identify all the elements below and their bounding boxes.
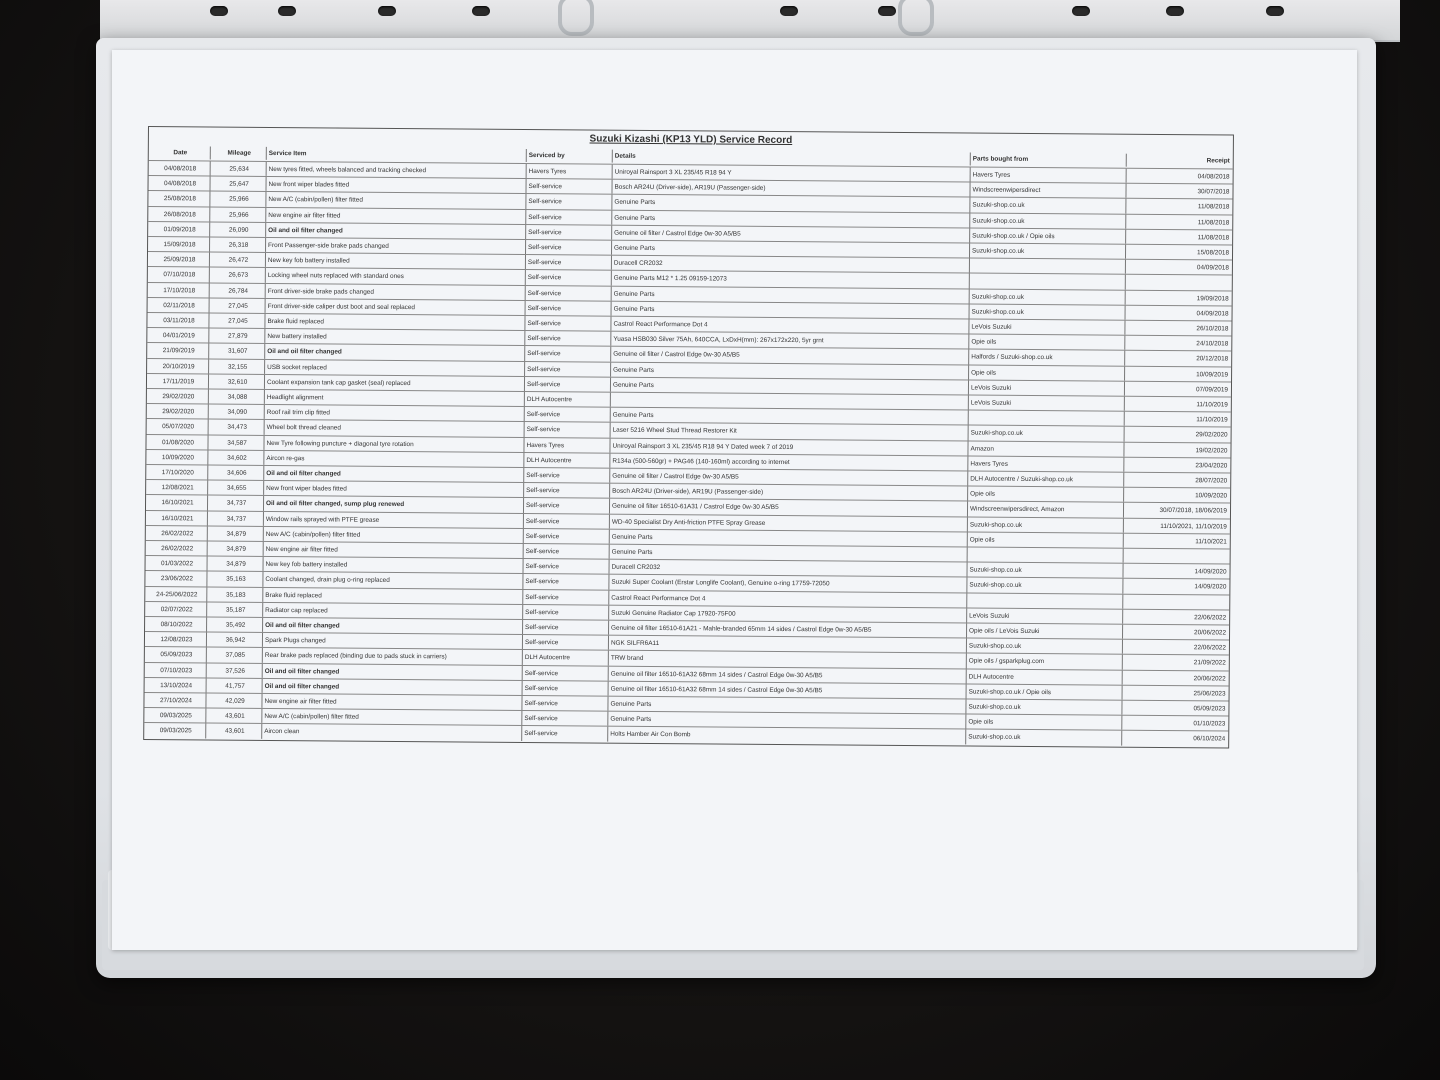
punch-hole [472,6,490,16]
cell-mileage: 35,492 [207,617,263,632]
binder-clip-bar [100,0,1400,42]
cell-serviced-by: DLH Autocentre [525,392,611,407]
cell-mileage: 26,472 [210,253,266,268]
cell-details: Genuine Parts [610,529,968,546]
cell-service-item: New engine air filter fitted [262,694,522,710]
cell-serviced-by: Self-service [523,605,609,620]
cell-details: Genuine Parts [608,712,966,729]
cell-parts-bought-from: Windscreenwipersdirect, Amazon [968,502,1124,517]
cell-serviced-by: Self-service [525,346,611,361]
cell-date: 15/09/2018 [148,237,210,252]
cell-mileage: 26,784 [210,283,266,298]
cell-serviced-by: Self-service [523,590,609,605]
cell-serviced-by: Havers Tyres [527,164,613,179]
cell-parts-bought-from: Opie oils [968,532,1124,547]
cell-receipt: 10/09/2020 [1195,492,1228,500]
cell-serviced-by: Self-service [524,529,610,544]
cell-service-item: Locking wheel nuts replaced with standard ones [266,268,526,284]
cell-parts-bought-from [970,259,1126,274]
cell-details: Genuine Parts [611,408,969,425]
cell-parts-bought-from: Opie oils [969,335,1125,350]
cell-receipt: 23/04/2020 [1195,462,1228,470]
cell-serviced-by: Self-service [526,286,612,301]
cell-serviced-by: Self-service [526,179,612,194]
cell-service-item: Rear brake pads replaced (binding due to pads stuck in carriers) [263,648,523,664]
cell-parts-bought-from: Suzuki-shop.co.uk [970,243,1126,258]
cell-serviced-by: Self-service [523,681,609,696]
cell-parts-bought-from: Halfords / Suzuki-shop.co.uk [969,350,1125,365]
cell-date: 13/10/2024 [145,678,207,693]
cell-receipt [1124,549,1230,564]
cell-serviced-by: Self-service [526,255,612,270]
cell-details: NGK SILFR6A11 [609,636,967,653]
cell-serviced-by: Self-service [523,559,609,574]
cell-serviced-by: Self-service [522,711,608,726]
cell-receipt: 11/10/2021, 11/10/2019 [1160,522,1227,531]
cell-date: 23/06/2022 [145,571,207,586]
cell-mileage: 32,155 [209,359,265,374]
cell-parts-bought-from: Opie oils / LeVois Suzuki [967,623,1123,638]
cell-parts-bought-from: Suzuki-shop.co.uk [967,563,1123,578]
cell-date: 24-25/06/2022 [145,587,207,602]
cell-service-item: Front Passenger-side brake pads changed [266,238,526,254]
cell-details: Uniroyal Rainsport 3 XL 235/45 R18 94 Y [613,165,971,182]
cell-mileage: 41,757 [207,678,263,693]
cell-receipt: 14/09/2020 [1194,568,1227,576]
cell-parts-bought-from: Suzuki-shop.co.uk [968,517,1124,532]
column-header-parts-bought-from: Parts bought from [971,152,1127,166]
cell-receipt: 20/06/2022 [1193,674,1226,683]
cell-service-item: Front driver-side brake pads changed [266,284,526,300]
cell-mileage: 26,090 [210,222,266,237]
cell-mileage: 43,601 [206,709,262,724]
cell-details: Yuasa HSB030 Silver 75Ah, 640CCA, LxDxH(mm): 267x172x220, 5yr grnt [611,332,969,349]
cell-serviced-by: Havers Tyres [524,438,610,453]
cell-date: 26/02/2022 [146,541,208,556]
cell-date: 01/03/2022 [146,556,208,571]
cell-date: 29/02/2020 [147,389,209,404]
cell-receipt: 11/10/2021 [1195,538,1227,546]
cell-details: Genuine Parts [612,286,970,303]
cell-mileage: 34,737 [208,511,264,526]
cell-service-item: New engine air filter fitted [264,542,524,558]
cell-receipt: 29/02/2020 [1195,431,1228,439]
cell-date: 29/02/2020 [147,404,209,419]
cell-service-item: Aircon clean [262,724,522,740]
cell-parts-bought-from [967,593,1123,608]
cell-details: Castrol React Performance Dot 4 [609,590,967,607]
cell-receipt [1126,275,1232,290]
cell-service-item: Wheel bolt thread cleaned [265,420,525,436]
cell-parts-bought-from: Suzuki-shop.co.uk [970,304,1126,319]
cell-mileage: 26,318 [210,237,266,252]
cell-parts-bought-from: Suzuki-shop.co.uk [970,289,1126,304]
punch-hole [1266,6,1284,16]
cell-date: 20/10/2019 [147,359,209,374]
cell-receipt [1123,594,1229,609]
cell-parts-bought-from [968,547,1124,562]
cell-date: 04/08/2018 [148,176,210,191]
cell-details: Genuine Parts [612,301,970,318]
column-header-details: Details [613,150,971,166]
cell-mileage: 27,045 [209,313,265,328]
cell-service-item: Spark Plugs changed [263,633,523,649]
cell-receipt: 20/06/2022 [1194,629,1227,637]
cell-details: Genuine oil filter / Castrol Edge 0w-30 A5/B5 [611,347,969,364]
cell-receipt: 22/06/2022 [1194,614,1227,622]
cell-service-item: Front driver-side caliper dust boot and seal replaced [266,299,526,315]
cell-mileage: 32,610 [209,374,265,389]
cell-date: 01/08/2020 [146,435,208,450]
cell-parts-bought-from: Suzuki-shop.co.uk [966,699,1122,714]
cell-date: 17/10/2018 [148,283,210,298]
column-header-mileage: Mileage [211,146,267,159]
cell-serviced-by: Self-service [525,422,611,437]
cell-details: TRW brand [609,651,967,668]
cell-details: Genuine oil filter 16510-61A31 / Castrol Edge 0w-30 A5/B5 [610,499,968,516]
cell-mileage: 34,879 [208,557,264,572]
cell-service-item: New key fob battery installed [266,253,526,269]
cell-date: 02/11/2018 [148,298,210,313]
cell-serviced-by: Self-service [522,696,608,711]
cell-mileage: 25,647 [210,177,266,192]
cell-mileage: 37,526 [207,663,263,678]
binder-ring [898,0,934,36]
cell-mileage: 26,673 [210,268,266,283]
cell-service-item: Oil and oil filter changed [263,664,523,680]
cell-parts-bought-from: LeVois Suzuki [969,319,1125,334]
cell-service-item: Oil and oil filter changed [263,679,523,695]
cell-mileage: 35,183 [207,587,263,602]
cell-details: Genuine oil filter 16510-61A21 - Mahle-branded 65mm 14 sides / Castrol Edge 0w-30 A5/B5 [609,621,967,638]
cell-details: Genuine Parts [610,545,968,562]
cell-details: Genuine oil filter 16510-61A32 68mm 14 sides / Castrol Edge 0w-30 A5/B5 [609,681,967,698]
cell-serviced-by: Self-service [525,377,611,392]
cell-parts-bought-from: Suzuki-shop.co.uk [967,639,1123,654]
cell-details: Genuine Parts [612,195,970,212]
cell-parts-bought-from: Havers Tyres [968,456,1124,471]
cell-details: Genuine oil filter / Castrol Edge 0w-30 A5/B5 [610,469,968,486]
cell-service-item: Oil and oil filter changed [264,466,524,482]
cell-service-item: Radiator cap replaced [263,603,523,619]
cell-parts-bought-from: Opie oils [966,715,1122,730]
cell-mileage: 37,085 [207,648,263,663]
cell-receipt: 26/10/2018 [1196,325,1229,333]
cell-date: 03/11/2018 [147,313,209,328]
cell-mileage: 25,966 [210,207,266,222]
cell-date: 27/10/2024 [144,693,206,708]
cell-service-item: Brake fluid replaced [263,588,523,604]
cell-mileage: 25,634 [211,161,267,176]
cell-date: 25/09/2018 [148,252,210,267]
cell-parts-bought-from: Suzuki-shop.co.uk [967,578,1123,593]
cell-serviced-by: Self-service [522,726,608,741]
cell-details: Genuine oil filter 16510-61A32 68mm 14 sides / Castrol Edge 0w-30 A5/B5 [609,666,967,683]
cell-receipt: 07/09/2019 [1195,386,1228,394]
cell-date: 01/09/2018 [148,222,210,237]
punch-hole [878,6,896,16]
cell-mileage: 34,090 [209,405,265,420]
cell-date: 12/08/2023 [145,632,207,647]
cell-receipt: 11/10/2019 [1196,416,1228,424]
cell-service-item: New battery installed [265,329,525,345]
cell-date: 10/09/2020 [146,450,208,465]
binder-ring [558,0,594,36]
cell-date: 26/08/2018 [148,207,210,222]
cell-receipt: 24/10/2018 [1196,340,1229,348]
cell-service-item: New key fob battery installed [264,557,524,573]
cell-service-item: New A/C (cabin/pollen) filter fitted [266,192,526,208]
cell-mileage: 34,473 [209,420,265,435]
cell-parts-bought-from: LeVois Suzuki [969,380,1125,395]
cell-service-item: Oil and oil filter changed, sump plug renewed [264,496,524,512]
cell-date: 07/10/2023 [145,663,207,678]
cell-receipt: 11/10/2019 [1196,401,1228,409]
cell-date: 04/01/2019 [147,328,209,343]
cell-serviced-by: Self-service [525,316,611,331]
cell-mileage: 34,088 [209,389,265,404]
cell-receipt: 04/08/2018 [1197,173,1230,181]
cell-service-item: Brake fluid replaced [265,314,525,330]
cell-parts-bought-from: Suzuki-shop.co.uk / Opie oils [970,228,1126,243]
cell-receipt: 01/10/2023 [1193,720,1226,728]
cell-parts-bought-from: Suzuki-shop.co.uk [966,730,1122,745]
cell-date: 16/10/2021 [146,511,208,526]
cell-date: 25/08/2018 [148,191,210,206]
cell-service-item: New A/C (cabin/pollen) filter fitted [262,709,522,725]
document-title: Suzuki Kizashi (KP13 YLD) Service Record [589,133,793,147]
cell-details: Suzuki Super Coolant (Erstar Longlife Coolant), Genuine o-ring 17759-72050 [609,575,967,592]
cell-service-item: Aircon re-gas [264,451,524,467]
cell-mileage: 34,602 [208,450,264,465]
cell-date: 05/09/2023 [145,647,207,662]
cell-service-item: Oil and oil filter changed [266,223,526,239]
cell-receipt: 10/09/2019 [1196,370,1229,379]
cell-details: WD-40 Specialist Dry Anti-friction PTFE Spray Grease [610,514,968,531]
cell-mileage: 27,879 [209,329,265,344]
cell-mileage: 36,942 [207,633,263,648]
cell-receipt: 05/09/2023 [1193,705,1226,713]
punch-hole [1166,6,1184,16]
cell-mileage: 34,737 [208,496,264,511]
cell-serviced-by: Self-service [524,468,610,483]
cell-details: Genuine Parts [611,362,969,379]
cell-details: Duracell CR2032 [609,560,967,577]
cell-service-item: New Tyre following puncture + diagonal tyre rotation [264,436,524,452]
cell-details: Holts Hamber Air Con Bomb [608,727,966,744]
cell-serviced-by: DLH Autocentre [523,650,609,665]
cell-details: Genuine Parts [611,377,969,394]
service-record-table [143,126,1234,749]
cell-mileage: 35,163 [207,572,263,587]
cell-date: 17/10/2020 [146,465,208,480]
cell-receipt: 11/08/2018 [1197,203,1230,211]
cell-serviced-by: DLH Autocentre [524,453,610,468]
cell-serviced-by: Self-service [523,620,609,635]
cell-receipt: 14/09/2020 [1194,583,1227,591]
cell-parts-bought-from: Opie oils [968,487,1124,502]
column-header-receipt: Receipt [1206,157,1230,165]
cell-serviced-by: Self-service [526,301,612,316]
cell-serviced-by: Self-service [525,331,611,346]
cell-date: 08/10/2022 [145,617,207,632]
cell-serviced-by: Self-service [526,210,612,225]
cell-serviced-by: Self-service [523,574,609,589]
cell-serviced-by: Self-service [523,635,609,650]
cell-mileage: 42,029 [206,693,262,708]
cell-parts-bought-from: Suzuki-shop.co.uk [970,213,1126,228]
cell-service-item: Oil and oil filter changed [263,618,523,634]
cell-date: 12/08/2021 [146,480,208,495]
cell-parts-bought-from: Suzuki-shop.co.uk [969,426,1125,441]
cell-receipt: 19/09/2018 [1196,294,1229,303]
column-header-date: Date [149,146,211,159]
cell-details: Genuine oil filter / Castrol Edge 0w-30 A5/B5 [612,225,970,242]
cell-serviced-by: Self-service [526,225,612,240]
cell-receipt: 25/06/2023 [1193,690,1226,698]
cell-details: Duracell CR2032 [612,256,970,273]
cell-details: Suzuki Genuine Radiator Cap 17920-75F00 [609,605,967,622]
cell-serviced-by: Self-service [524,483,610,498]
cell-serviced-by: Self-service [523,666,609,681]
cell-parts-bought-from: LeVois Suzuki [969,395,1125,410]
cell-receipt: 30/07/2018, 18/06/2019 [1159,507,1228,515]
punch-hole [210,6,228,16]
punch-hole [278,6,296,16]
cell-date: 21/09/2019 [147,343,209,358]
cell-receipt: 30/07/2018 [1197,188,1230,196]
cell-date: 16/10/2021 [146,495,208,510]
cell-details: Uniroyal Rainsport 3 XL 235/45 R18 94 Y Dated week 7 of 2019 [610,438,968,455]
cell-details: Genuine Parts [608,697,966,714]
cell-mileage: 43,601 [206,724,262,739]
cell-receipt: 04/09/2018 [1196,310,1229,318]
punch-hole [1072,6,1090,16]
cell-parts-bought-from: Amazon [968,441,1124,456]
cell-serviced-by: Self-service [526,240,612,255]
cell-service-item: New tyres fitted, wheels balanced and tracking checked [267,162,527,178]
cell-details: Bosch AR24U (Driver-side), AR19U (Passenger-side) [612,180,970,197]
cell-receipt: 15/08/2018 [1197,249,1230,257]
cell-parts-bought-from: Opie oils [969,365,1125,380]
cell-service-item: New front wiper blades fitted [264,481,524,497]
cell-receipt: 22/06/2022 [1193,644,1226,652]
cell-date: 04/08/2018 [149,161,211,176]
cell-details: R134a (500-560gr) + PAG46 (140-160ml) according to internet [610,453,968,470]
cell-mileage: 31,607 [209,344,265,359]
cell-receipt: 11/08/2018 [1197,218,1230,227]
cell-parts-bought-from [970,274,1126,289]
column-header-service-item: Service Item [267,147,527,162]
cell-service-item: USB socket replaced [265,360,525,376]
cell-serviced-by: Self-service [524,544,610,559]
cell-details: Bosch AR24U (Driver-side), AR19U (Passenger-side) [610,484,968,501]
cell-serviced-by: Self-service [524,514,610,529]
cell-service-item: Oil and oil filter changed [265,344,525,360]
cell-date: 09/03/2025 [144,708,206,723]
cell-details: Genuine Parts [612,210,970,227]
cell-serviced-by: Self-service [525,407,611,422]
cell-service-item: Headlight alignment [265,390,525,406]
cell-service-item: New front wiper blades fitted [266,177,526,193]
cell-mileage: 34,606 [208,465,264,480]
cell-parts-bought-from: DLH Autocentre [967,669,1123,684]
cell-date: 05/07/2020 [147,419,209,434]
cell-mileage: 34,587 [208,435,264,450]
cell-parts-bought-from: Opie oils / gsparkplug.com [967,654,1123,669]
cell-mileage: 35,187 [207,602,263,617]
cell-serviced-by: Self-service [524,498,610,513]
cell-service-item: New engine air filter fitted [266,208,526,224]
cell-receipt: 20/12/2018 [1196,355,1229,363]
cell-service-item: Roof rail trim clip fitted [265,405,525,421]
cell-receipt: 06/10/2024 [1193,735,1226,743]
cell-service-item: Window rails sprayed with PTFE grease [264,512,524,528]
cell-service-item: New A/C (cabin/pollen) filter fitted [264,527,524,543]
punch-hole [378,6,396,16]
cell-parts-bought-from: Windscreenwipersdirect [970,183,1126,198]
cell-mileage: 34,879 [208,526,264,541]
cell-details: Laser 5216 Wheel Stud Thread Restorer Kit [611,423,969,440]
cell-receipt: 04/09/2018 [1196,264,1229,272]
cell-mileage: 25,966 [210,192,266,207]
cell-service-item: Coolant expansion tank cap gasket (seal) replaced [265,375,525,391]
cell-receipt: 11/08/2018 [1197,234,1230,242]
cell-serviced-by: Self-service [525,362,611,377]
cell-mileage: 34,879 [208,541,264,556]
cell-serviced-by: Self-service [526,194,612,209]
cell-receipt: 21/09/2022 [1193,659,1226,667]
cell-date: 17/11/2019 [147,374,209,389]
punch-hole [780,6,798,16]
cell-service-item: Coolant changed, drain plug o-ring replaced [263,572,523,588]
cell-parts-bought-from: Havers Tyres [971,167,1127,182]
cell-mileage: 27,045 [210,298,266,313]
cell-parts-bought-from [969,411,1125,426]
cell-parts-bought-from: Suzuki-shop.co.uk [970,198,1126,213]
cell-details: Castrol React Performance Dot 4 [611,317,969,334]
cell-receipt: 19/02/2020 [1195,446,1228,455]
cell-date: 26/02/2022 [146,526,208,541]
cell-date: 09/03/2025 [144,723,206,738]
cell-date: 02/07/2022 [145,602,207,617]
column-header-serviced-by: Serviced by [527,149,613,163]
cell-receipt: 28/07/2020 [1195,477,1228,485]
cell-serviced-by: Self-service [526,270,612,285]
cell-mileage: 34,655 [208,481,264,496]
cell-parts-bought-from: Suzuki-shop.co.uk / Opie oils [967,684,1123,699]
cell-date: 07/10/2018 [148,267,210,282]
cell-details: Genuine Parts [612,241,970,258]
cell-parts-bought-from: LeVois Suzuki [967,608,1123,623]
cell-parts-bought-from: DLH Autocentre / Suzuki-shop.co.uk [968,471,1124,486]
cell-details: Genuine Parts M12 * 1.25 09159-12073 [612,271,970,288]
